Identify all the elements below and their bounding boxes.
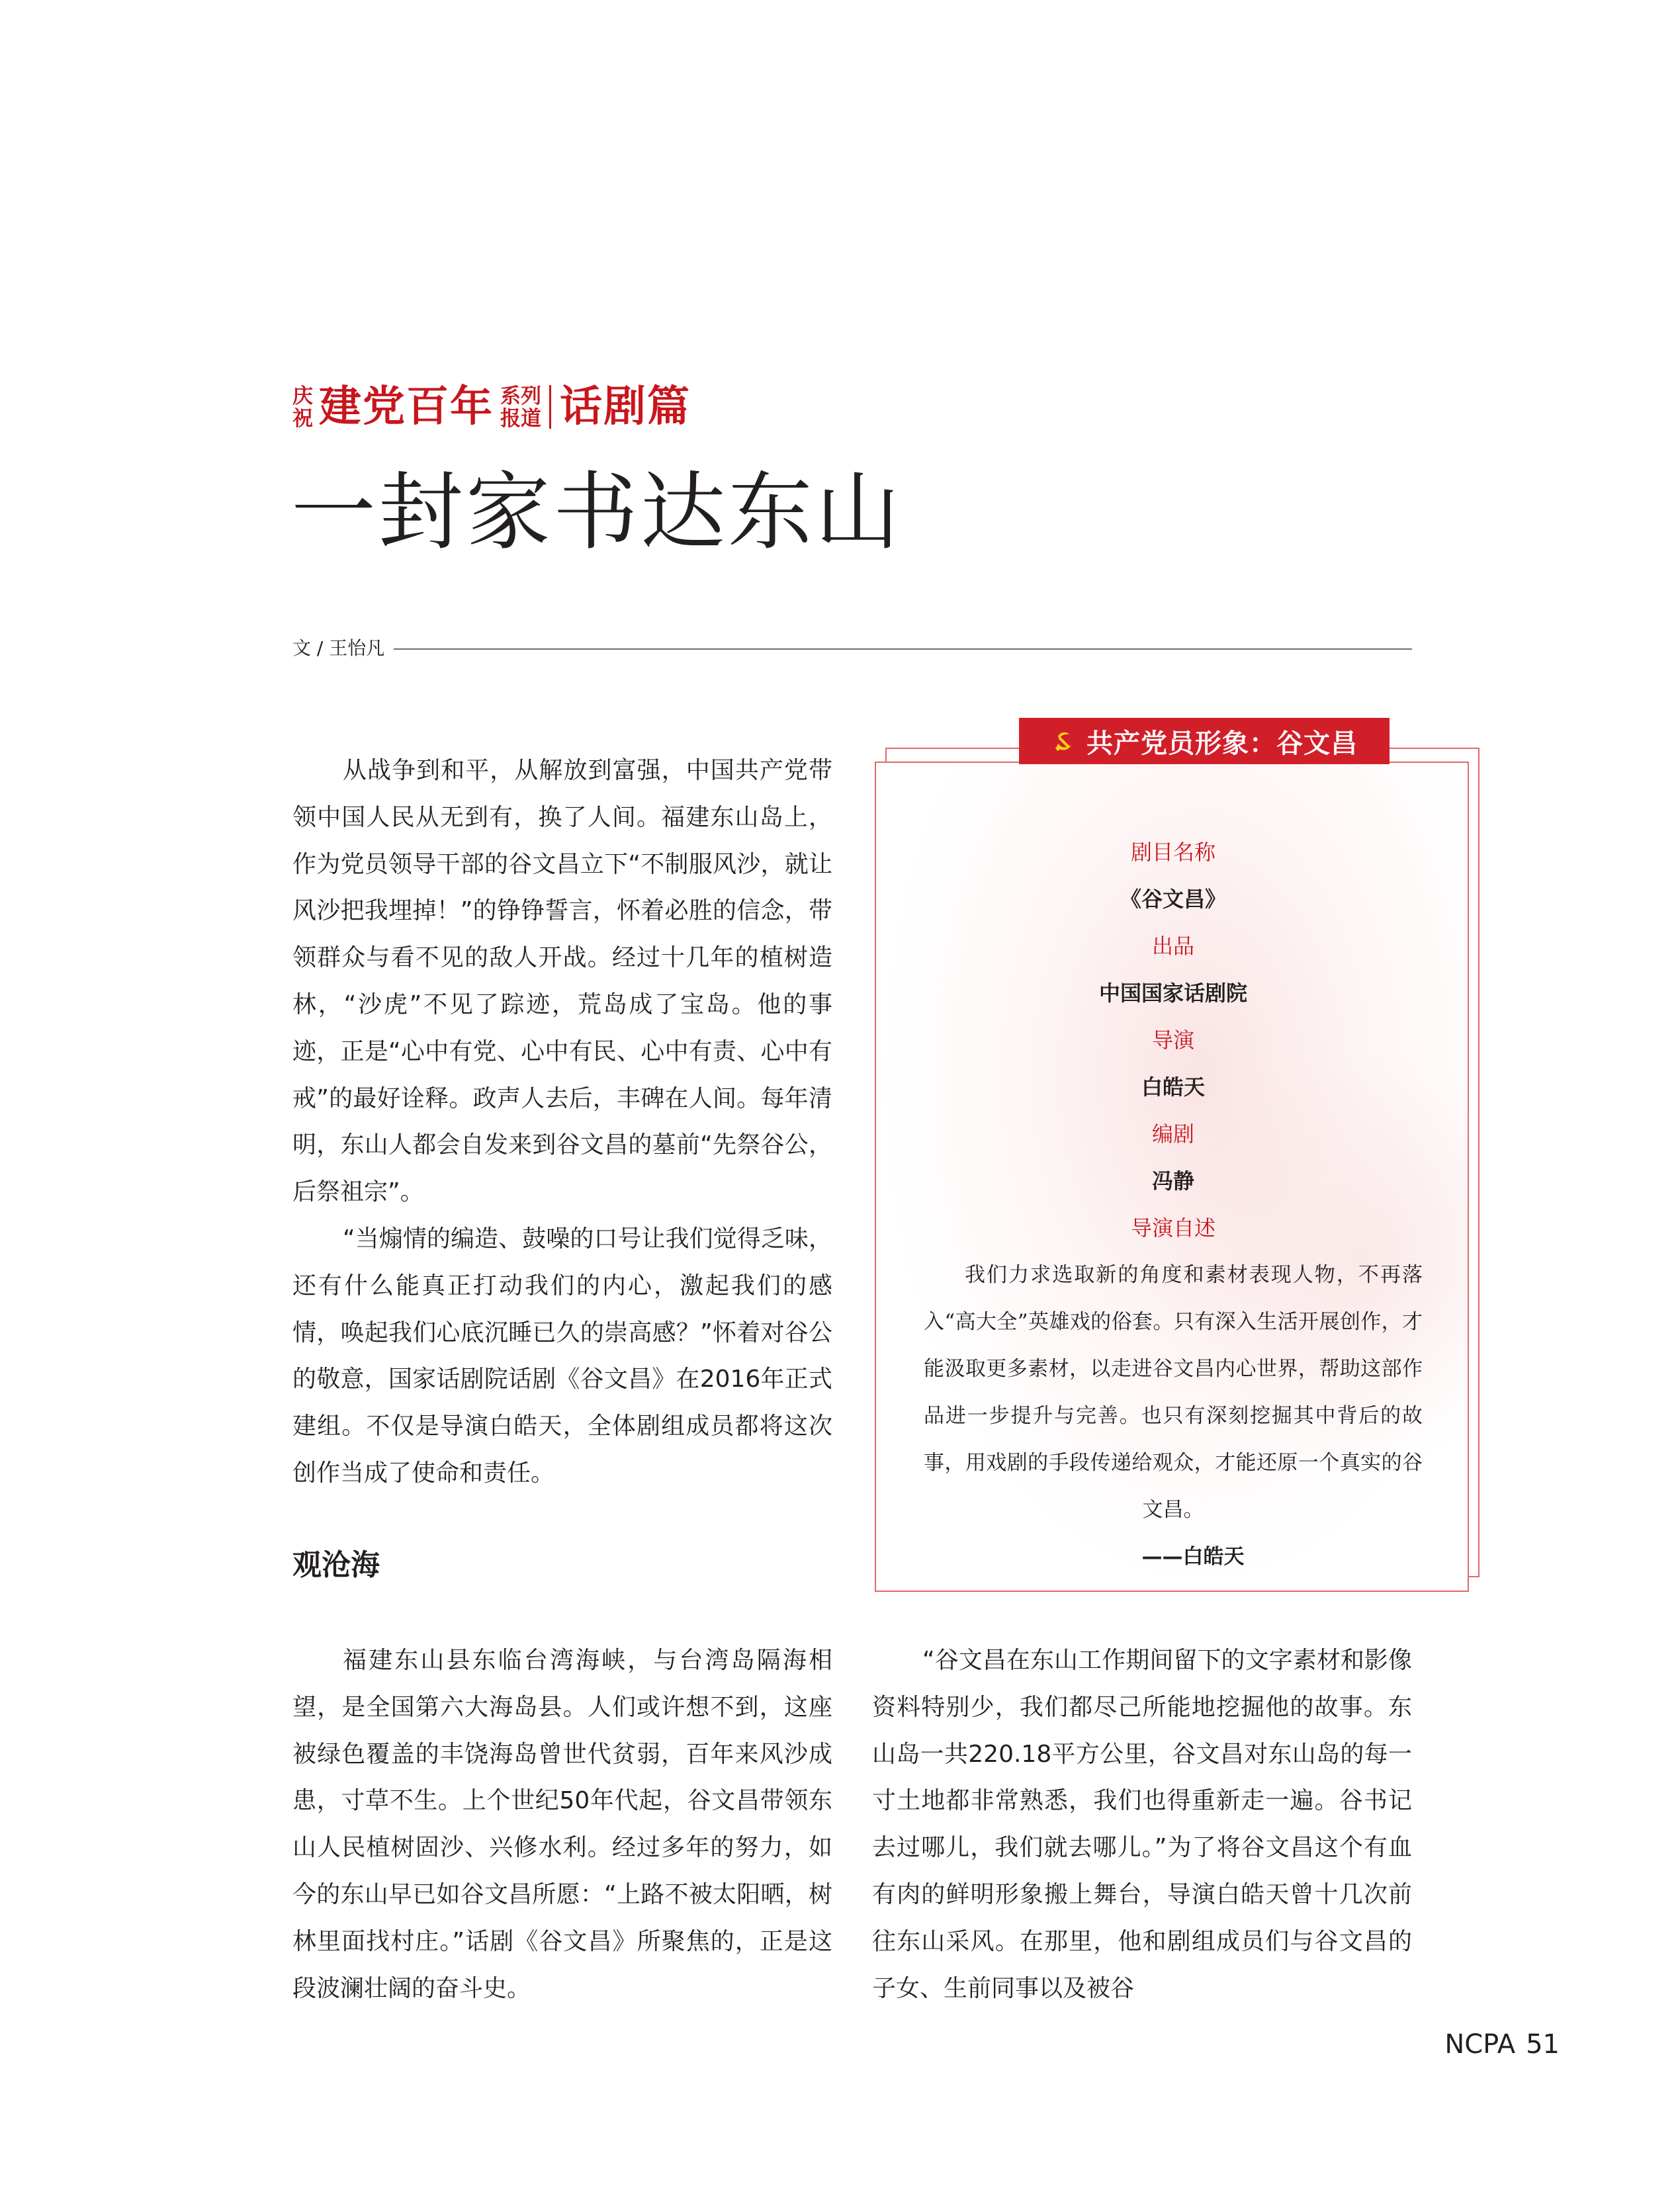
- byline-row: [292, 636, 1412, 663]
- kicker-category: 话剧篇: [560, 382, 691, 431]
- label-director-statement: 导演自述: [1130, 1215, 1216, 1241]
- kicker-baodao: 报道: [500, 407, 541, 431]
- party-emblem-icon: [1051, 728, 1077, 754]
- kicker-divider: [549, 385, 551, 429]
- intro-column: [292, 748, 832, 1497]
- label-playwright: 编剧: [1151, 1121, 1194, 1147]
- info-box-header-text: 共产党员形象：谷文昌: [1086, 728, 1358, 759]
- kicker-qing: 庆: [292, 384, 313, 408]
- section-paragraph-right: “谷文昌在东山工作期间留下的文字素材和影像资料特别少，我们都尽己所能地挖掘他的故事。东山岛一共220.18平方公里，谷文昌对东山岛的每一寸土地都非常熟悉，我们也得重新走一遍。谷书记去过哪儿，我们就去哪儿。”为了将谷文昌这个有血有肉的鲜明形象搬上舞台，导演白皓天曾十几次前往东山采风。在那里，他和剧组成员们与谷文昌的子女、生前同事以及被谷: [872, 1647, 1412, 2002]
- kicker-main: 建党百年: [319, 382, 494, 431]
- byline: 文 / 王怡凡: [292, 636, 394, 660]
- kicker-xilie: 系列: [500, 384, 541, 408]
- page-title: 一封家书达东山: [291, 463, 903, 562]
- value-producer: 中国国家话剧院: [1098, 981, 1247, 1006]
- info-box-content: [876, 829, 1470, 1581]
- info-box: [875, 718, 1483, 1582]
- section-paragraph-left: 福建东山县东临台湾海峡，与台湾岛隔海相望，是全国第六大海岛县。人们或许想不到，这座被绿色覆盖的丰饶海岛曾世代贫弱，百年来风沙成患，寸草不生。上个世纪50年代起，谷文昌带领东山人民植树固沙、兴修水利。经过多年的努力，如今的东山早已如谷文昌所愿：“上路不被太阳晒，树林里面找村庄。”话剧《谷文昌》所聚焦的，正是这段波澜壮阔的奋斗史。: [292, 1647, 832, 2002]
- director-statement: 我们力求选取新的角度和素材表现人物，不再落入“高大全”英雄戏的俗套。只有深入生活开展创作，才能汲取更多素材，以走进谷文昌内心世界，帮助这部作品进一步提升与完善。也只有深刻挖掘其中背后的故事，用戏剧的手段传递给观众，才能还原一个真实的谷文昌。: [924, 1263, 1423, 1522]
- page-footer: [1444, 2029, 1560, 2060]
- kicker-zhu: 祝: [292, 407, 313, 431]
- footer-brand: NCPA: [1444, 2029, 1516, 2060]
- page-number: 51: [1526, 2029, 1560, 2060]
- section-heading: 观沧海: [292, 1548, 380, 1582]
- intro-paragraph-2: “当煽情的编造、鼓噪的口号让我们觉得乏味，还有什么能真正打动我们的内心，激起我们的感情，唤起我们心底沉睡已久的崇高感？”怀着对谷公的敬意，国家话剧院话剧《谷文昌》在2016年正式建组。不仅是导演白皓天，全体剧组成员都将这次创作当成了使命和责任。: [292, 1225, 832, 1487]
- label-director: 导演: [1151, 1028, 1194, 1053]
- intro-paragraph-1: 从战争到和平，从解放到富强，中国共产党带领中国人民从无到有，换了人间。福建东山岛上，作为党员领导干部的谷文昌立下“不制服风沙，就让风沙把我埋掉！”的铮铮誓言，怀着必胜的信念，带领群众与看不见的敌人开战。经过十几年的植树造林，“沙虎”不见了踪迹，荒岛成了宝岛。他的事迹，正是“心中有党、心中有民、心中有责、心中有戒”的最好诠释。政声人去后，丰碑在人间。每年清明，东山人都会自发来到谷文昌的墓前“先祭谷公，后祭祖宗”。: [292, 757, 832, 1206]
- series-kicker: [292, 381, 756, 434]
- info-box-panel: [875, 762, 1469, 1592]
- label-producer: 出品: [1151, 934, 1194, 959]
- label-title: 剧目名称: [1130, 840, 1216, 865]
- info-box-header: [1019, 718, 1390, 764]
- value-director: 白皓天: [1141, 1074, 1205, 1100]
- value-playwright: 冯静: [1151, 1168, 1194, 1194]
- section-left-column: [292, 1638, 832, 2012]
- byline-rule: [292, 648, 1412, 650]
- value-title: 《谷文昌》: [1120, 887, 1226, 912]
- section-right-column: [872, 1638, 1412, 2012]
- statement-signature: ——白皓天: [1141, 1545, 1245, 1569]
